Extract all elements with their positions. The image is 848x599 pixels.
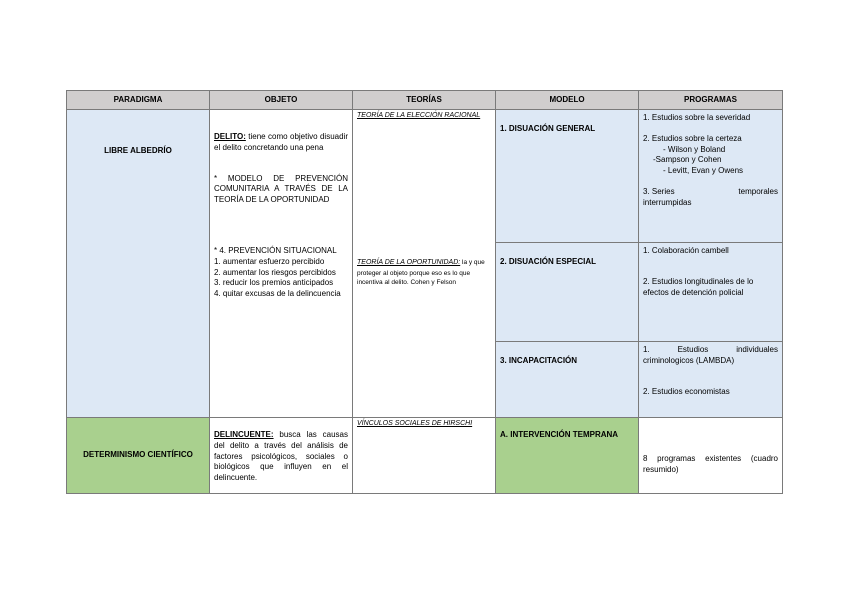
delincuente-label: DELINCUENTE: (214, 430, 274, 439)
paradigm-table (66, 90, 783, 494)
header-objeto: OBJETO (210, 91, 353, 110)
prevencion-item: 1. aumentar esfuerzo percibido (214, 256, 325, 266)
paradigm-libre-albedrio: LIBRE ALBEDRÍO (67, 110, 210, 418)
modelo-incapacitacion: 3. INCAPACITACIÓN (496, 342, 639, 418)
programa-item: 2. Estudios longitudinales de lo efectos de detención policial (643, 276, 754, 297)
teoria-oportunidad-text: la y que proteger al objeto porque eso es lo que incentiva al delito. Cohen y Felson (357, 259, 485, 286)
programa-item: temporales (738, 186, 778, 196)
header-modelo: MODELO (496, 91, 639, 110)
header-programas: PROGRAMAS (639, 91, 783, 110)
prevencion-item: 4. quitar excusas de la delincuencia (214, 289, 341, 299)
header-teorias: TEORÍAS (353, 91, 496, 110)
table-row (67, 110, 783, 243)
programas-disuacion-general (639, 110, 783, 243)
programa-item: 2. Estudios sobre la certeza (643, 133, 742, 143)
delito-text: tiene como objetivo disuadir el delito concretando una pena (214, 132, 348, 152)
paradigm-determinismo: DETERMINISMO CIENTÍFICO (67, 418, 210, 494)
delincuente-text: busca las causas del delito a través del análisis de factores psicológicos, sociales o biológicos que influyen en el delincuente. (214, 430, 348, 483)
prevencion-item: 2. aumentar los riesgos percibidos (214, 267, 336, 277)
teorias-libre-albedrio (353, 110, 496, 418)
modelo-prevencion: * MODELO DE PREVENCIÓN COMUNITARIA A TRAVÉS DE LA TEORÍA DE LA OPORTUNIDAD (214, 173, 348, 205)
author-item: - Levitt, Evan y Owens (663, 166, 744, 176)
programas-disuacion-especial (639, 243, 783, 342)
teoria-oportunidad-label: TEORÍA DE LA OPORTUNIDAD: (357, 259, 461, 267)
objeto-libre-albedrio (210, 110, 353, 418)
author-item: - Wilson y Boland (663, 144, 726, 154)
author-item: -Sampson y Cohen (653, 155, 722, 165)
teoria-vinculos-sociales: VÍNCULOS SOCIALES DE HIRSCHI (357, 420, 473, 427)
programa-item: 1. Colaboración cambell (643, 246, 729, 255)
teoria-eleccion-racional: TEORÍA DE LA ELECCIÓN RACIONAL (357, 112, 481, 119)
programa-item: 3. Series (643, 186, 675, 196)
teoria-determinismo (353, 418, 496, 494)
programa-item: 2. Estudios economistas (643, 386, 730, 396)
programa-item: interrumpidas (643, 197, 692, 207)
modelo-disuacion-general: 1. DISUACIÓN GENERAL (496, 110, 639, 243)
programas-intervencion-temprana: 8 programas existentes (cuadro resumido) (639, 418, 783, 494)
table-row (67, 418, 783, 494)
prevencion-title: * 4. PREVENCIÓN SITUACIONAL (214, 245, 337, 255)
programa-item: 1. Estudios individuales criminologicos (LAMBDA) (643, 345, 778, 365)
modelo-intervencion-temprana: A. INTERVENCIÓN TEMPRANA (496, 418, 639, 494)
programa-item: 1. Estudios sobre la severidad (643, 113, 751, 122)
prevencion-item: 3. reducir los premios anticipados (214, 278, 334, 288)
header-paradigma: PARADIGMA (67, 91, 210, 110)
delito-label: DELITO: (214, 132, 246, 141)
programas-incapacitacion (639, 342, 783, 418)
header-row (67, 91, 783, 110)
objeto-determinismo (210, 418, 353, 494)
modelo-disuacion-especial: 2. DISUACIÓN ESPECIAL (496, 243, 639, 342)
